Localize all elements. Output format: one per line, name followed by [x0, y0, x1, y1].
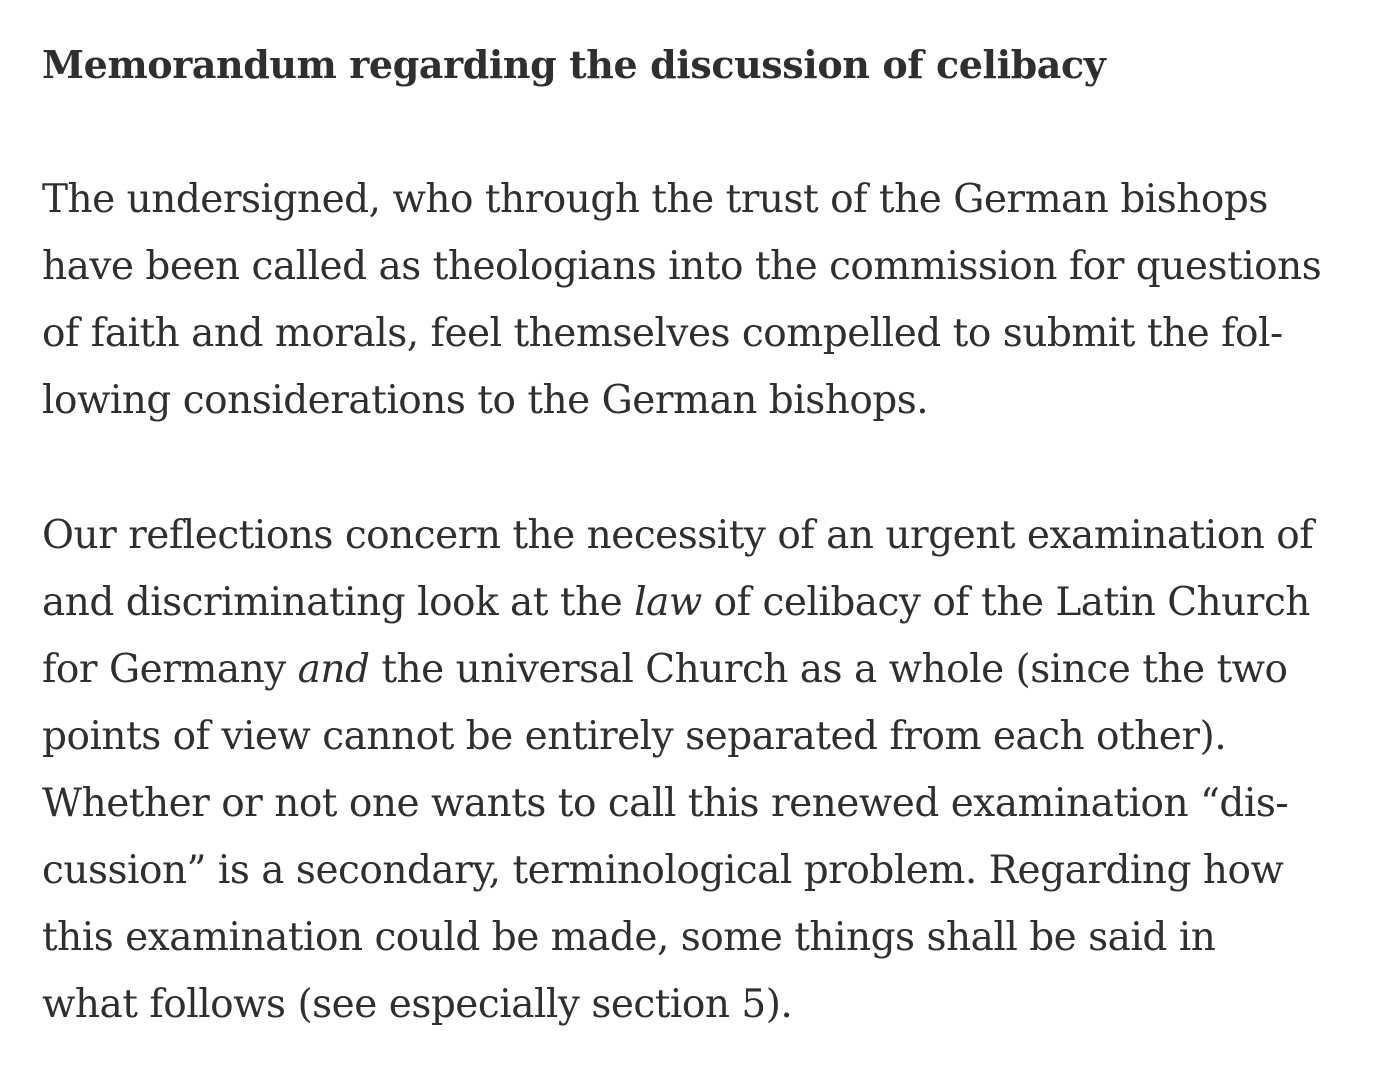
- paragraph-line: lowing considerations to the German bishops.: [42, 378, 929, 423]
- paragraph-line: Our reflections concern the necessity of an urgent examination of: [42, 513, 1314, 558]
- paragraph-line: points of view cannot be entirely separated from each other).: [42, 714, 1227, 759]
- paragraph-line: [42, 569, 1313, 636]
- text-run: the universal Church as a whole (since the two: [369, 647, 1288, 692]
- paragraph-line: The undersigned, who through the trust of the German bishops: [42, 177, 1268, 222]
- paragraph-line: cussion” is a secondary, terminological problem. Regarding how: [42, 848, 1284, 893]
- paragraph-line: of faith and morals, feel themselves compelled to submit the fol-: [42, 311, 1283, 356]
- paragraph-line: [42, 636, 1313, 703]
- paragraph-line: this examination could be made, some things shall be said in: [42, 915, 1216, 960]
- text-run: for Germany: [42, 647, 298, 692]
- paragraph-reflections: [42, 502, 1313, 1038]
- document-title: Memorandum regarding the discussion of celibacy: [42, 42, 1106, 87]
- text-run: of celibacy of the Latin Church: [701, 580, 1310, 625]
- emphasis-and: and: [297, 647, 370, 692]
- emphasis-law: law: [634, 580, 702, 625]
- paragraph-line: have been called as theologians into the commission for questions: [42, 244, 1322, 289]
- text-run: and discriminating look at the: [42, 580, 635, 625]
- paragraph-line: Whether or not one wants to call this renewed examination “dis-: [42, 781, 1289, 826]
- paragraph-intro: [42, 166, 1321, 434]
- paragraph-line: what follows (see especially section 5).: [42, 982, 793, 1027]
